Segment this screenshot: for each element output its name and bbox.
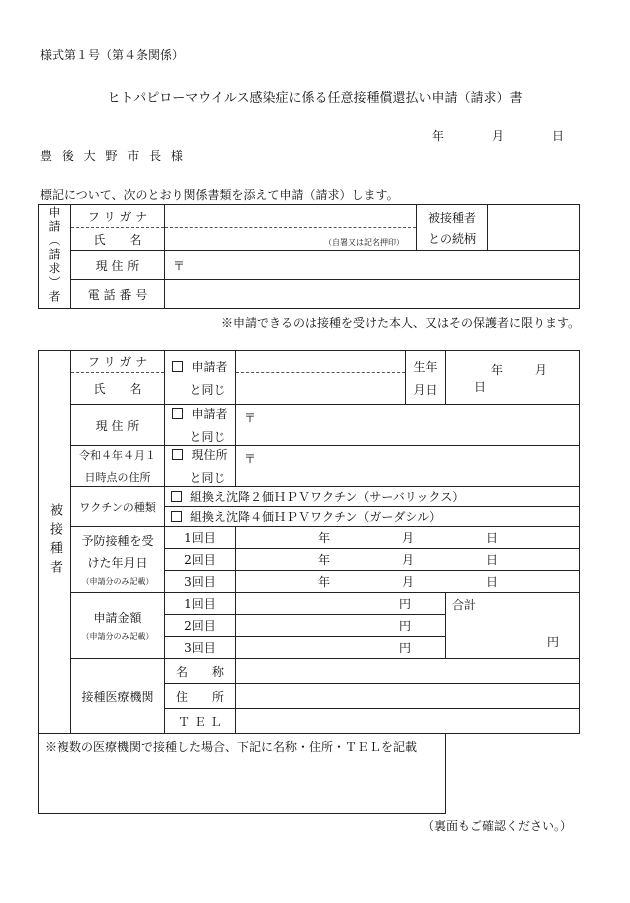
recipient-side-label: 被接種者 [39,351,71,734]
amount-total-field[interactable] [446,593,580,659]
dose-2-date-field[interactable]: 年 月 日 [236,549,580,571]
applicant-name-label: 氏 名 [71,228,165,251]
dose-3-date-field[interactable]: 年 月 日 [236,571,580,593]
relation-field[interactable] [488,205,580,251]
sign-note: （自署又は記名押印） [324,238,404,247]
birth-field[interactable]: 年 月 日 [446,351,580,405]
amount-label: 申請金額 （申請分のみ記載） [71,593,165,659]
clinic-name-field[interactable] [236,659,580,684]
recipient-furigana-field[interactable] [236,351,406,373]
intro-text: 標記について、次のとおり関係書類を添えて申請（請求）します。 [40,188,399,202]
checkbox-icon[interactable] [171,511,182,522]
recipient-table [38,350,580,814]
amount-2-label: 2回目 [165,615,236,637]
applicant-phone-field[interactable] [165,280,580,309]
amount-3-field[interactable]: 円 [236,637,446,659]
relation-label: 被接種者 との続柄 [417,205,488,251]
footer-note: （裏面もご確認ください。） [421,819,572,833]
multi-clinic-note: ※複数の医療機関で接種した場合、下記に名称・住所・ＴＥＬを記載 [45,740,418,754]
birth-label: 生年 月日 [406,351,446,405]
clinic-tel-label: Ｔ Ｅ Ｌ [165,709,236,734]
form-number: 様式第１号（第４条関係） [40,48,185,62]
date-year: 年 [432,129,445,143]
multi-clinic-field[interactable] [39,734,446,814]
dose-1-date-field[interactable]: 年 月 日 [236,527,580,549]
date-month: 月 [492,129,505,143]
recipient-name-field[interactable] [236,373,406,405]
applicant-furigana-field[interactable] [165,205,417,228]
vaccine-option-2valent[interactable]: 組換え沈降２価ＨＰＶワクチン（サーバリックス） [165,487,580,507]
clinic-name-label: 名 称 [165,659,236,684]
checkbox-icon[interactable] [172,361,183,372]
applicant-name-field[interactable] [165,228,417,251]
date-day: 日 [552,129,565,143]
clinic-label: 接種医療機関 [71,659,165,734]
recipient-address-field[interactable]: 〒 [236,405,580,446]
amount-1-label: 1回目 [165,593,236,615]
vaccine-label: ワクチンの種類 [71,487,165,527]
clinic-tel-field[interactable] [236,709,580,734]
vaccine-option-4valent[interactable]: 組換え沈降４価ＨＰＶワクチン（ガーダシル） [165,507,580,527]
clinic-address-field[interactable] [236,684,580,709]
amount-3-label: 3回目 [165,637,236,659]
form-title: ヒトパピローマウイルス感染症に係る任意接種償還払い申請（請求）書 [107,91,523,106]
amount-2-field[interactable]: 円 [236,615,446,637]
dose-1-label: 1回目 [165,527,236,549]
same-as-applicant-check[interactable]: 申請者 と同じ [165,351,236,405]
applicant-address-field[interactable]: 〒 [165,251,580,280]
same-as-current-check[interactable]: 現住所 と同じ [165,446,236,487]
r4-address-field[interactable]: 〒 [236,446,580,487]
applicant-furigana-label: フ リ ガ ナ [71,205,165,228]
dose-3-label: 3回目 [165,571,236,593]
applicant-phone-label: 電 話 番 号 [71,280,165,309]
dose-2-label: 2回目 [165,549,236,571]
addressee: 豊 後 大 野 市 長 様 [40,149,186,163]
applicant-side-label: 申請（請求）者 [39,205,71,309]
checkbox-icon[interactable] [171,491,182,502]
applicant-table [38,204,580,309]
applicant-address-label: 現 住 所 [71,251,165,280]
recipient-name-label: 氏 名 [71,373,165,405]
r4-address-label: 令和４年４月１ 日時点の住所 [71,446,165,487]
recipient-address-label: 現 住 所 [71,405,165,446]
applicant-note: ※申請できるのは接種を受けた本人、又はその保護者に限ります。 [220,316,580,330]
clinic-address-label: 住 所 [165,684,236,709]
total-label: 合計 [452,598,477,612]
recipient-furigana-label: フ リ ガ ナ [71,351,165,373]
checkbox-icon[interactable] [172,449,183,460]
amount-1-field[interactable]: 円 [236,593,446,615]
total-yen: 円 [546,635,559,649]
same-as-applicant-address-check[interactable]: 申請者 と同じ [165,405,236,446]
checkbox-icon[interactable] [172,408,183,419]
vaccination-date-label: 予防接種を受 けた年月日 （申請分のみ記載） [71,527,165,593]
